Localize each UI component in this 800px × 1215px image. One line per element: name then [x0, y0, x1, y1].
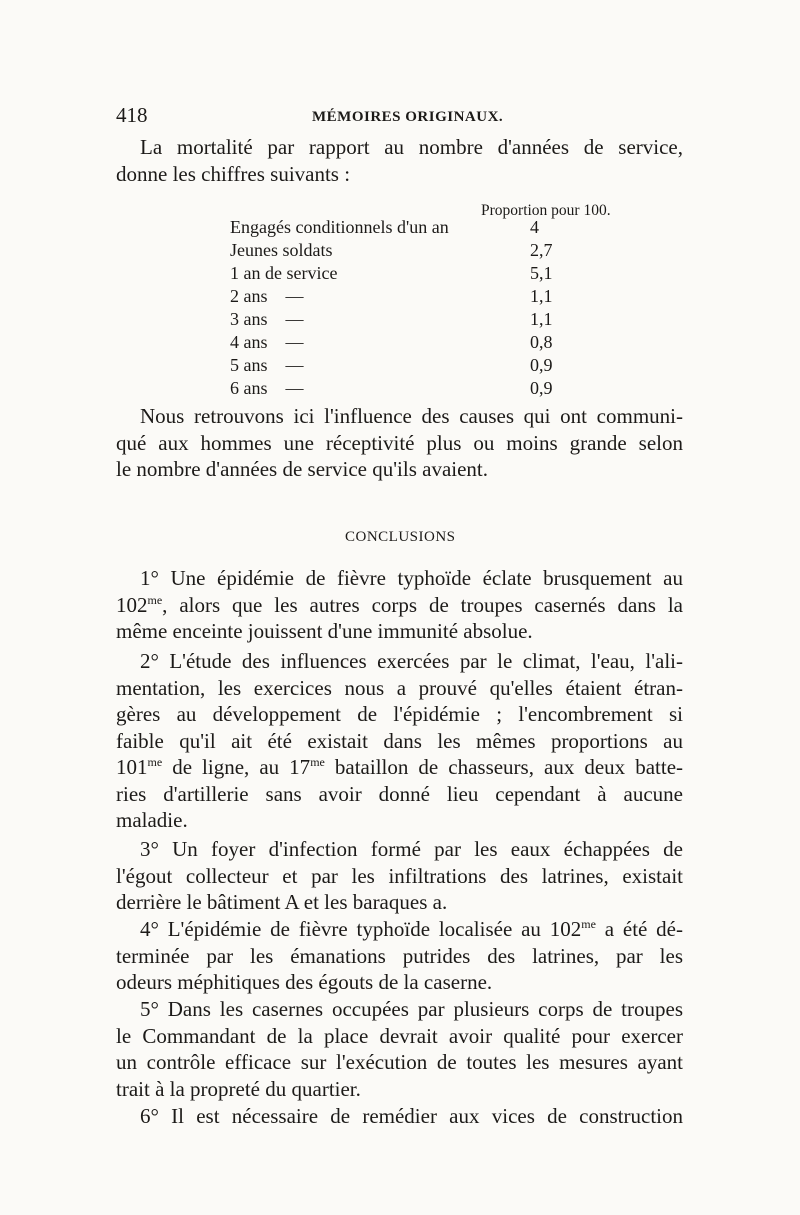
row-label: 5 ans — [230, 355, 304, 375]
conclusion-6 [116, 1103, 683, 1130]
row-value: 0,9 [530, 355, 553, 375]
row-value: 1,1 [530, 309, 553, 329]
text-fragment: 4° L'épidémie de fièvre typhoïde localisée au 102 [140, 917, 582, 941]
table-column-header: Proportion pour 100. [481, 202, 611, 219]
row-value: 0,8 [530, 332, 553, 352]
text-fragment: de ligne, au 17 [162, 755, 311, 779]
row-label: 6 ans — [230, 378, 304, 398]
text-line: 2° L'étude des influences exercées par le climat, l'eau, l'ali- [140, 649, 683, 673]
ordinal-suffix: me [147, 592, 163, 607]
text-fragment: alors que les autres corps de troupes casernés dans la [179, 592, 683, 617]
text-line: le nombre d'années de service qu'ils avaient. [116, 457, 489, 481]
text-line: derrière le bâtiment A et les baraques a. [116, 890, 448, 914]
influence-paragraph [116, 403, 683, 483]
ordinal-suffix: me [147, 755, 163, 769]
row-value: 1,1 [530, 286, 553, 306]
text-line: ries d'artillerie sans avoir donné lieu cependant à aucune [116, 781, 683, 806]
ordinal: 102 [116, 592, 148, 617]
row-label: 2 ans — [230, 286, 304, 306]
row-label: Engagés conditionnels d'un an [230, 217, 449, 237]
table-row [230, 285, 630, 308]
text-line: mentation, les exercices nous a prouvé qu'elles étaient étran- [116, 675, 683, 700]
row-label: 1 an de service [230, 263, 338, 283]
ordinal-suffix: me [310, 755, 325, 769]
ordinal-suffix: me [581, 917, 596, 931]
text-line: même enceinte jouissent d'une immunité absolue. [116, 619, 533, 643]
table-row [230, 331, 630, 354]
text-line [116, 592, 683, 619]
text-line: 1° Une épidémie de fièvre typhoïde éclate brusquement au [140, 566, 683, 590]
text-line: un contrôle efficace sur l'exécution de toutes les mesures ayant [116, 1050, 683, 1074]
conclusion-5 [116, 996, 683, 1102]
text-line: terminée par les émanations putrides des latrines, par les [116, 943, 683, 968]
conclusion-2 [116, 648, 683, 834]
conclusion-1 [116, 565, 683, 645]
text-line: 5° Dans les casernes occupées par plusieurs corps de troupes [140, 997, 683, 1021]
text-line: maladie. [116, 808, 188, 832]
intro-paragraph [116, 134, 683, 187]
text-line: trait à la propreté du quartier. [116, 1076, 361, 1101]
conclusion-3 [116, 836, 683, 916]
conclusion-4 [116, 916, 683, 996]
row-label: 4 ans — [230, 332, 304, 352]
text-line: La mortalité par rapport au nombre d'années de service, [140, 135, 683, 159]
text-line: qué aux hommes une réceptivité plus ou moins grande selon [116, 430, 683, 455]
separator: , [162, 592, 168, 617]
text-line: donne les chiffres suivants : [116, 161, 351, 186]
text-line: faible qu'il ait été existait dans les mêmes proportions au [116, 728, 683, 753]
row-label: 3 ans — [230, 309, 304, 329]
text-line [116, 916, 683, 943]
text-line: Nous retrouvons ici l'influence des causes qui ont communi- [140, 404, 683, 428]
table-row [230, 308, 630, 331]
table-row [230, 354, 630, 377]
section-title: CONCLUSIONS [345, 529, 456, 545]
running-title: MÉMOIRES ORIGINAUX. [312, 109, 504, 125]
table-row [230, 216, 630, 239]
text-line: l'égout collecteur et par les infiltrations des latrines, existait [116, 863, 683, 888]
text-line: 3° Un foyer d'infection formé par les eaux échappées de [140, 837, 683, 861]
text-line: odeurs méphitiques des égouts de la caserne. [116, 970, 493, 994]
row-value: 0,9 [530, 378, 553, 398]
table-row [230, 377, 630, 400]
row-label: Jeunes soldats [230, 240, 333, 260]
table-row [230, 262, 630, 285]
text-line [116, 754, 683, 781]
row-value: 4 [530, 217, 539, 237]
table-row [230, 239, 630, 262]
text-line: gères au développement de l'épidémie ; l'encombrement si [116, 702, 683, 726]
text-fragment: a été dé- [595, 917, 683, 941]
text-fragment: 101 [116, 755, 148, 779]
text-line: 6° Il est nécessaire de remédier aux vices de construction [140, 1104, 683, 1128]
text-line: le Commandant de la place devrait avoir qualité pour exercer [116, 1023, 683, 1048]
page-number: 418 [116, 103, 148, 127]
row-value: 5,1 [530, 263, 553, 283]
row-value: 2,7 [530, 240, 553, 260]
text-fragment: bataillon de chasseurs, aux deux batte- [324, 755, 684, 779]
